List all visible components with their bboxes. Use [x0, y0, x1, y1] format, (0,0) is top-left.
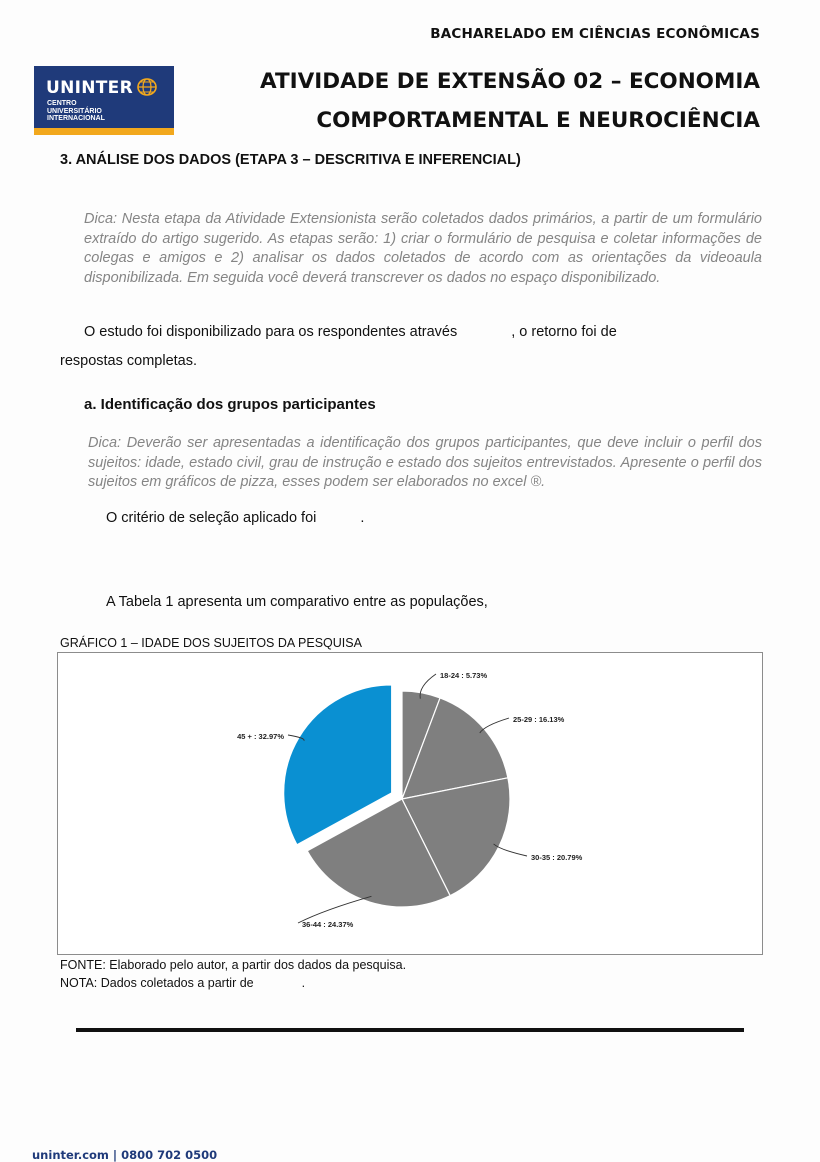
data-label: 25-29 : 16.13%	[513, 715, 565, 724]
table-intro: A Tabela 1 apresenta um comparativo entre as populações,	[106, 594, 488, 610]
uninter-logo	[34, 66, 174, 135]
logo-brand: UNINTER	[46, 78, 133, 98]
pie-chart-svg	[58, 653, 764, 956]
logo-subtitle: CENTRO UNIVERSITÁRIO INTERNACIONAL	[47, 100, 105, 122]
subsection-heading: a. Identificação dos grupos participantes	[84, 396, 376, 413]
study-paragraph: O estudo foi disponibilizado para os respondentes através , o retorno foi de	[84, 324, 617, 340]
globe-icon	[136, 77, 158, 102]
subsection-tip: Dica: Deverão ser apresentadas a identificação dos grupos participantes, que deve incluir o perfil dos sujeitos: idade, estado civil, grau de instrução e estado dos sujeitos entrevistados. Apresente o perfil dos sujeitos em gráficos de pizza, esses podem ser elaborados no excel ®.	[88, 435, 762, 490]
document-title: ATIVIDADE DE EXTENSÃO 02 – ECONOMIA COMPORTAMENTAL E NEUROCIÊNCIA	[260, 69, 760, 133]
leader-line	[298, 896, 371, 923]
study-paragraph-end: respostas completas.	[60, 353, 198, 369]
selection-criteria: O critério de seleção aplicado foi .	[106, 510, 365, 526]
section-tip: Dica: Nesta etapa da Atividade Extensionista serão coletados dados primários, a partir de um formulário extraído do artigo sugerido. As etapas serão: 1) criar o formulário de pesquisa e coletar informações de colegas e amigos e 2) analisar os dados coletados de acordo com as orientações da videoaula disponibilizada. Em seguida você deverá transcrever os dados no espaço disponibilizado.	[84, 211, 762, 286]
section-heading: 3. ANÁLISE DOS DADOS (ETAPA 3 – DESCRITIVA E INFERENCIAL)	[60, 152, 521, 168]
chart-note: NOTA: Dados coletados a partir de .	[60, 976, 306, 990]
footer-contact: uninter.com | 0800 702 0500	[32, 1148, 218, 1162]
data-label: 30-35 : 20.79%	[531, 853, 583, 862]
data-label: 18-24 : 5.73%	[440, 671, 488, 680]
pie-chart	[57, 652, 763, 955]
data-label: 36-44 : 24.37%	[302, 920, 354, 929]
data-label: 45 + : 32.97%	[237, 732, 284, 741]
chart-source: FONTE: Elaborado pelo autor, a partir dos dados da pesquisa.	[60, 958, 407, 972]
chart-caption: GRÁFICO 1 – IDADE DOS SUJEITOS DA PESQUISA	[60, 636, 362, 650]
horizontal-rule	[76, 1028, 744, 1032]
course-name: BACHARELADO EM CIÊNCIAS ECONÔMICAS	[430, 26, 760, 42]
